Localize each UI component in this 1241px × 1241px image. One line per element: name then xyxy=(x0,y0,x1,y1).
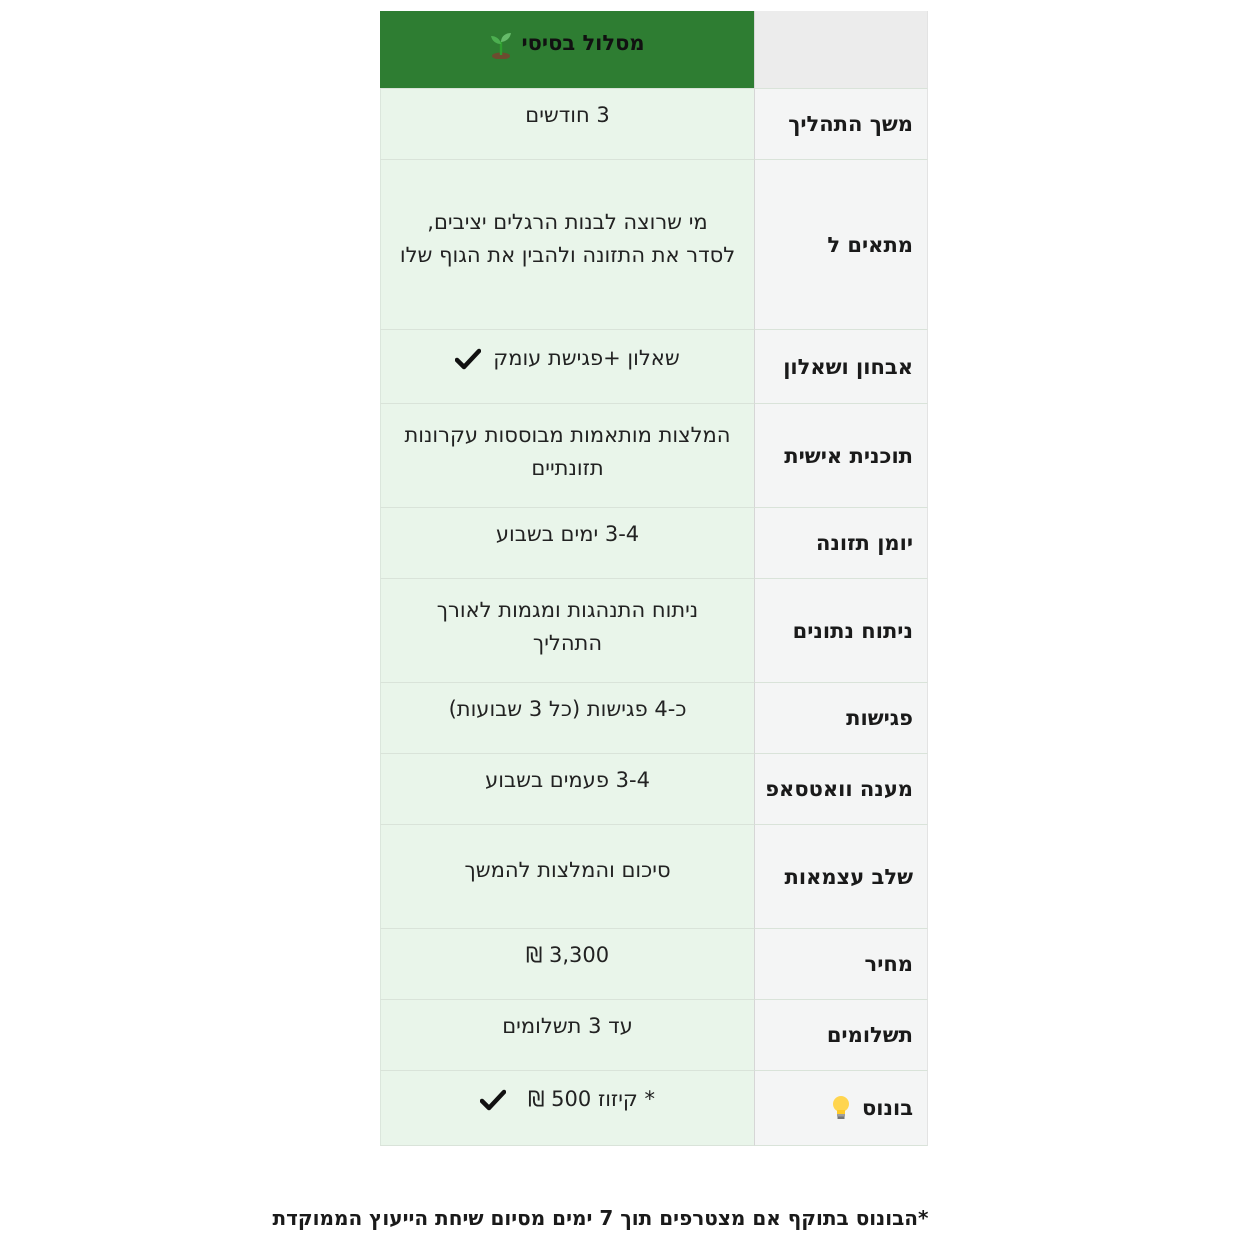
row-value-payments: עד 3 תשלומים xyxy=(380,1000,754,1071)
bonus-text: * קיזוז 500 ₪ xyxy=(528,1087,655,1111)
row-value-meetings: כ-4 פגישות (כל 3 שבועות) xyxy=(380,683,754,754)
row-value-whatsapp: 3-4 פעמים בשבוע xyxy=(380,754,754,825)
row-value-suited-for xyxy=(380,160,754,330)
row-label-meetings: פגישות xyxy=(754,683,928,754)
row-label-diagnosis: אבחון ושאלון xyxy=(754,330,928,404)
row-label-bonus xyxy=(754,1071,928,1146)
row-value-price: 3,300 ₪ xyxy=(380,929,754,1000)
row-label-duration: משך התהליך xyxy=(754,89,928,160)
row-value-personal-plan xyxy=(380,404,754,508)
row-label-price: מחיר xyxy=(754,929,928,1000)
personal-plan-line-2: תזונתיים xyxy=(531,455,604,480)
row-value-data-analysis xyxy=(380,579,754,683)
diagnosis-text: שאלון +פגישת עומק xyxy=(493,346,680,370)
personal-plan-line-1: המלצות מותאמות מבוססות עקרונות xyxy=(404,422,731,447)
plan-header xyxy=(380,11,754,89)
row-value-independence: סיכום והמלצות להמשך xyxy=(380,825,754,929)
row-value-bonus xyxy=(380,1071,754,1146)
checkmark-icon xyxy=(480,1089,506,1111)
bonus-label: בונוס xyxy=(861,1096,913,1120)
suited-for-line-2: לסדר את התזונה ולהבין את הגוף שלו xyxy=(399,242,736,267)
comparison-table xyxy=(380,11,928,1146)
bonus-footnote: *הבונוס בתוקף אם מצטרפים תוך 7 ימים מסיום שיחת הייעוץ הממוקדת xyxy=(272,1206,929,1230)
row-label-independence: שלב עצמאות xyxy=(754,825,928,929)
sprout-icon xyxy=(489,31,513,59)
row-label-data-analysis: ניתוח נתונים xyxy=(754,579,928,683)
row-label-payments: תשלומים xyxy=(754,1000,928,1071)
header-empty-cell xyxy=(754,11,928,89)
row-label-suited-for: מתאים ל xyxy=(754,160,928,330)
data-analysis-line-2: התהליך xyxy=(532,630,603,655)
row-value-duration: 3 חודשים xyxy=(380,89,754,160)
lightbulb-icon xyxy=(830,1095,852,1121)
row-label-whatsapp: מענה וואטסאפ xyxy=(754,754,928,825)
row-label-food-diary: יומן תזונה xyxy=(754,508,928,579)
data-analysis-line-1: ניתוח התנהגות ומגמות לאורך xyxy=(436,597,699,622)
suited-for-line-1: מי שרוצה לבנות הרגלים יציבים, xyxy=(427,209,708,234)
checkmark-icon xyxy=(455,348,481,370)
row-value-food-diary: 3-4 ימים בשבוע xyxy=(380,508,754,579)
row-label-personal-plan: תוכנית אישית xyxy=(754,404,928,508)
row-value-diagnosis xyxy=(380,330,754,404)
plan-title: מסלול בסיסי xyxy=(521,31,645,55)
